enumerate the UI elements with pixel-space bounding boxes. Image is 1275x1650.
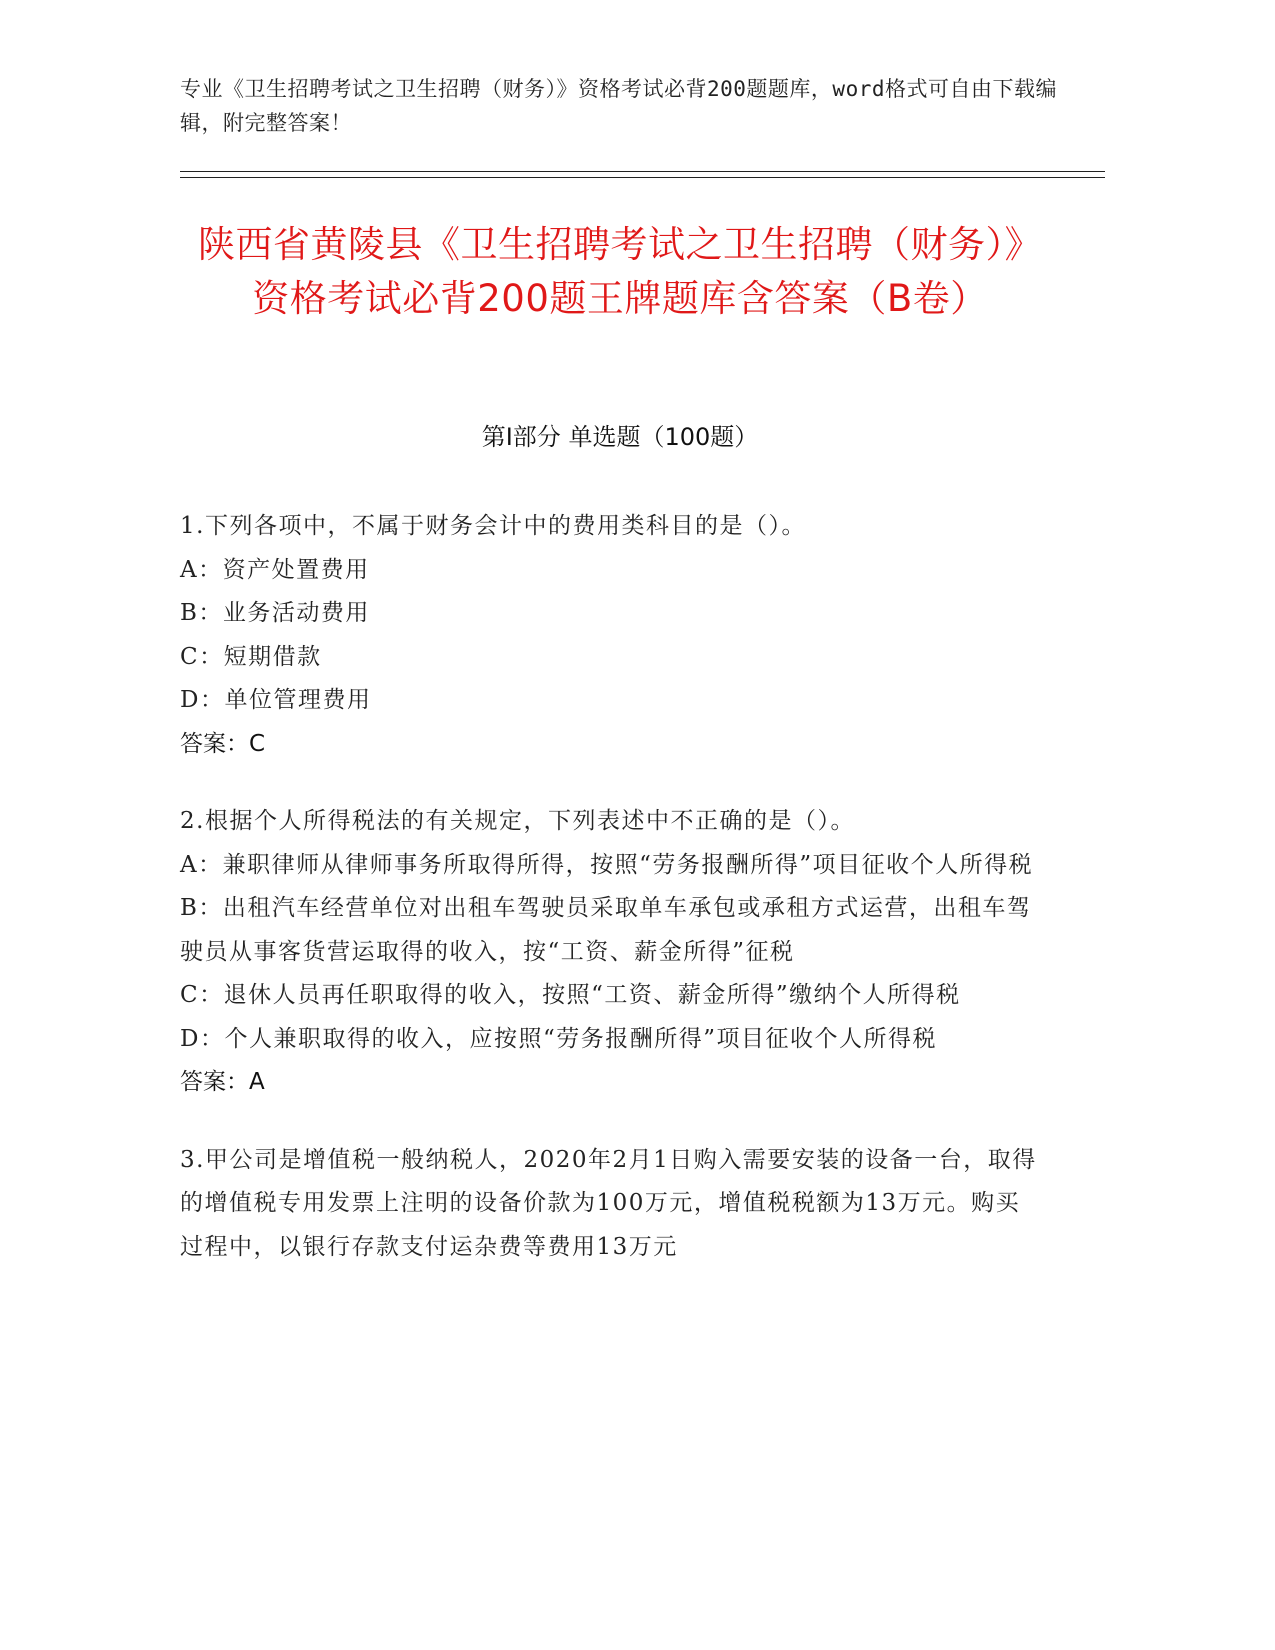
answer-label: 答案：C (180, 730, 266, 757)
question-list (180, 505, 1040, 1303)
section-title: 第Ⅰ部分 单选题（100题） (481, 423, 759, 451)
option-b: B：出租汽车经营单位对出租车驾驶员采取单车承包或承租方式运营，出租车驾驶员从事客货营运取得的收入，按“工资、薪金所得”征税 (180, 895, 1032, 965)
option-a: A：资产处置费用 (180, 556, 370, 583)
question-stem: 1.下列各项中，不属于财务会计中的费用类科目的是（）。 (180, 513, 806, 539)
header-note: 专业《卫生招聘考试之卫生招聘（财务）》资格考试必背200题题库，word格式可自由下载编辑，附完整答案！ (180, 77, 1057, 135)
question-1 (180, 505, 1040, 766)
answer-label: 答案：A (180, 1069, 265, 1095)
option-c: C：退休人员再任职取得的收入，按照“工资、薪金所得”缴纳个人所得税 (180, 982, 961, 1008)
header-divider-top (180, 171, 1105, 172)
question-stem: 2.根据个人所得税法的有关规定，下列表述中不正确的是（）。 (180, 808, 855, 834)
document-title: 陕西省黄陵县《卫生招聘考试之卫生招聘（财务）》资格考试必背200题王牌题库含答案（B卷） (198, 223, 1042, 320)
question-3 (180, 1139, 1040, 1270)
option-a: A：兼职律师从律师事务所取得所得，按照“劳务报酬所得”项目征收个人所得税 (180, 851, 1034, 878)
header-divider-bottom (180, 177, 1105, 178)
option-d: D：个人兼职取得的收入，应按照“劳务报酬所得”项目征收个人所得税 (180, 1025, 937, 1052)
question-stem: 3.甲公司是增值税一般纳税人，2020年2月1日购入需要安装的设备一台，取得的增值税专用发票上注明的设备价款为100万元，增值税税额为13万元。购买过程中，以银行存款支付运杂费等费用13万元 (180, 1146, 1037, 1260)
option-b: B：业务活动费用 (180, 600, 370, 626)
question-2 (180, 800, 1040, 1105)
option-d: D：单位管理费用 (180, 687, 372, 713)
option-c: C：短期借款 (180, 643, 322, 670)
